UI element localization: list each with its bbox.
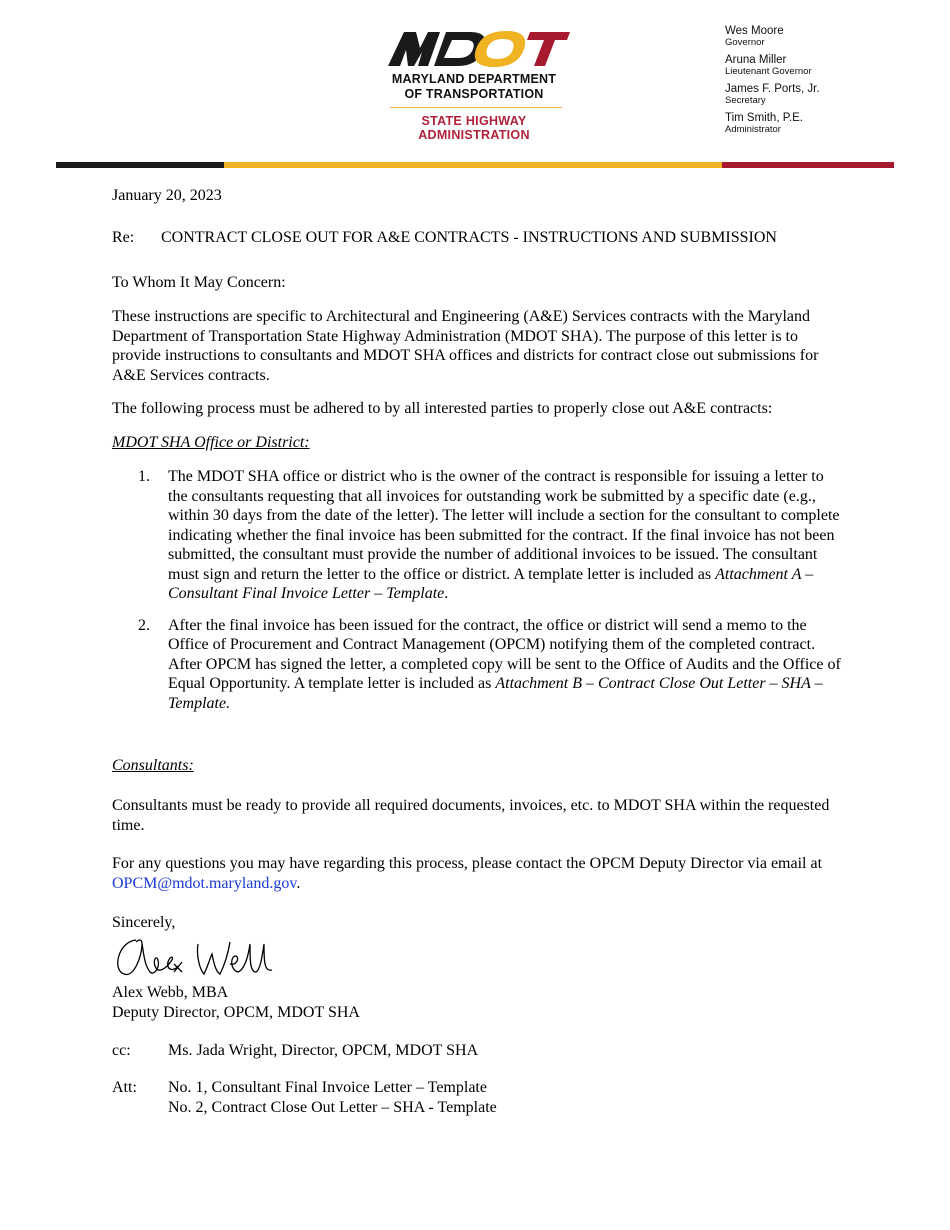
agency-name-line1: STATE HIGHWAY	[421, 114, 527, 128]
attachment-reference: Attachment B – Contract Close Out Letter – SHA – Template.	[168, 675, 823, 712]
attachment-item: No. 2, Contract Close Out Letter – SHA - Template	[168, 1099, 497, 1116]
letter-date: January 20, 2023	[112, 187, 222, 204]
email-link[interactable]: OPCM@mdot.maryland.gov	[112, 874, 297, 892]
intro-paragraph: These instructions are specific to Architectural and Engineering (A&E) Services contracts with the Maryland Department of Transportation State Highway Administration (MDOT SHA). The purpose of this letter is to provide instructions to consultants and MDOT SHA offices and districts for contract close out submissions for A&E Services contracts.	[112, 308, 819, 384]
officials-list	[725, 25, 885, 141]
list-tail: .	[444, 585, 449, 602]
logo-divider	[390, 107, 562, 108]
cc-recipient: Ms. Jada Wright, Director, OPCM, MDOT SHA	[168, 1042, 479, 1059]
official-name: Wes Moore	[725, 25, 784, 37]
official-name: James F. Ports, Jr.	[725, 83, 820, 95]
official-title: Administrator	[725, 124, 781, 135]
header-band-gold	[224, 162, 726, 168]
attachment-reference: Attachment A – Consultant Final Invoice Letter – Template	[168, 565, 814, 602]
header-band-black	[56, 162, 224, 168]
re-subject: CONTRACT CLOSE OUT FOR A&E CONTRACTS - INSTRUCTIONS AND SUBMISSION	[161, 229, 777, 246]
official-name: Aruna Miller	[725, 54, 787, 66]
section-heading-office: MDOT SHA Office or District:	[112, 434, 310, 451]
instruction-list	[112, 467, 842, 725]
cc-label: cc:	[112, 1042, 131, 1059]
official-administrator	[725, 112, 885, 135]
official-title: Governor	[725, 37, 765, 48]
re-label: Re:	[112, 229, 135, 246]
list-text: After the final invoice has been issued for the contract, the office or district will send a memo to the Office of Procurement and Contract Management (OPCM) notifying them of the completed contract. After OPCM has signed the letter, a completed copy will be sent to the Office of Audits and the Office of Equal Opportunity. A template letter is included as	[168, 616, 841, 692]
consultants-paragraph: Consultants must be ready to provide all required documents, invoices, etc. to MDOT SHA within the requested time.	[112, 797, 830, 834]
official-title: Lieutenant Governor	[725, 66, 812, 77]
official-lieutenant-governor	[725, 54, 885, 77]
official-secretary	[725, 83, 885, 106]
official-name: Tim Smith, P.E.	[725, 112, 803, 124]
contact-paragraph	[112, 854, 842, 893]
department-name-line2: OF TRANSPORTATION	[404, 87, 544, 101]
official-title: Secretary	[725, 95, 766, 106]
attachment-item: No. 1, Consultant Final Invoice Letter – Template	[168, 1079, 487, 1096]
contact-tail: .	[296, 874, 301, 892]
header-band-red	[722, 162, 894, 168]
list-item	[112, 616, 842, 714]
process-paragraph: The following process must be adhered to by all interested parties to properly close out A&E contracts:	[112, 400, 773, 417]
attachments-label: Att:	[112, 1079, 137, 1096]
department-name-line1: MARYLAND DEPARTMENT	[391, 72, 557, 86]
list-text: The MDOT SHA office or district who is the owner of the contract is responsible for issuing a letter to the consultants requesting that all invoices for outstanding work be submitted by a specific date (e.g., within 30 days from the date of the letter). The letter will include a section for the consultant to complete indicating whether the final invoice has been submitted for the contract. If the final invoice has not been submitted, the consultant must provide the number of additional invoices to be issued. The consultant must sign and return the letter to the office or district. A template letter is included as	[168, 468, 840, 583]
agency-name-line2: ADMINISTRATION	[418, 128, 530, 142]
salutation: To Whom It May Concern:	[112, 274, 286, 291]
signer-title: Deputy Director, OPCM, MDOT SHA	[112, 1004, 360, 1021]
list-number: 2.	[138, 616, 150, 634]
list-number: 1.	[138, 468, 150, 485]
mdot-logo	[380, 26, 580, 72]
signature	[112, 930, 282, 987]
section-heading-consultants: Consultants:	[112, 757, 194, 774]
official-governor	[725, 25, 885, 48]
contact-text: For any questions you may have regarding this process, please contact the OPCM Deputy Director via email at	[112, 855, 823, 872]
signer-name: Alex Webb, MBA	[112, 984, 229, 1001]
list-item	[112, 467, 842, 604]
closing: Sincerely,	[112, 914, 176, 931]
